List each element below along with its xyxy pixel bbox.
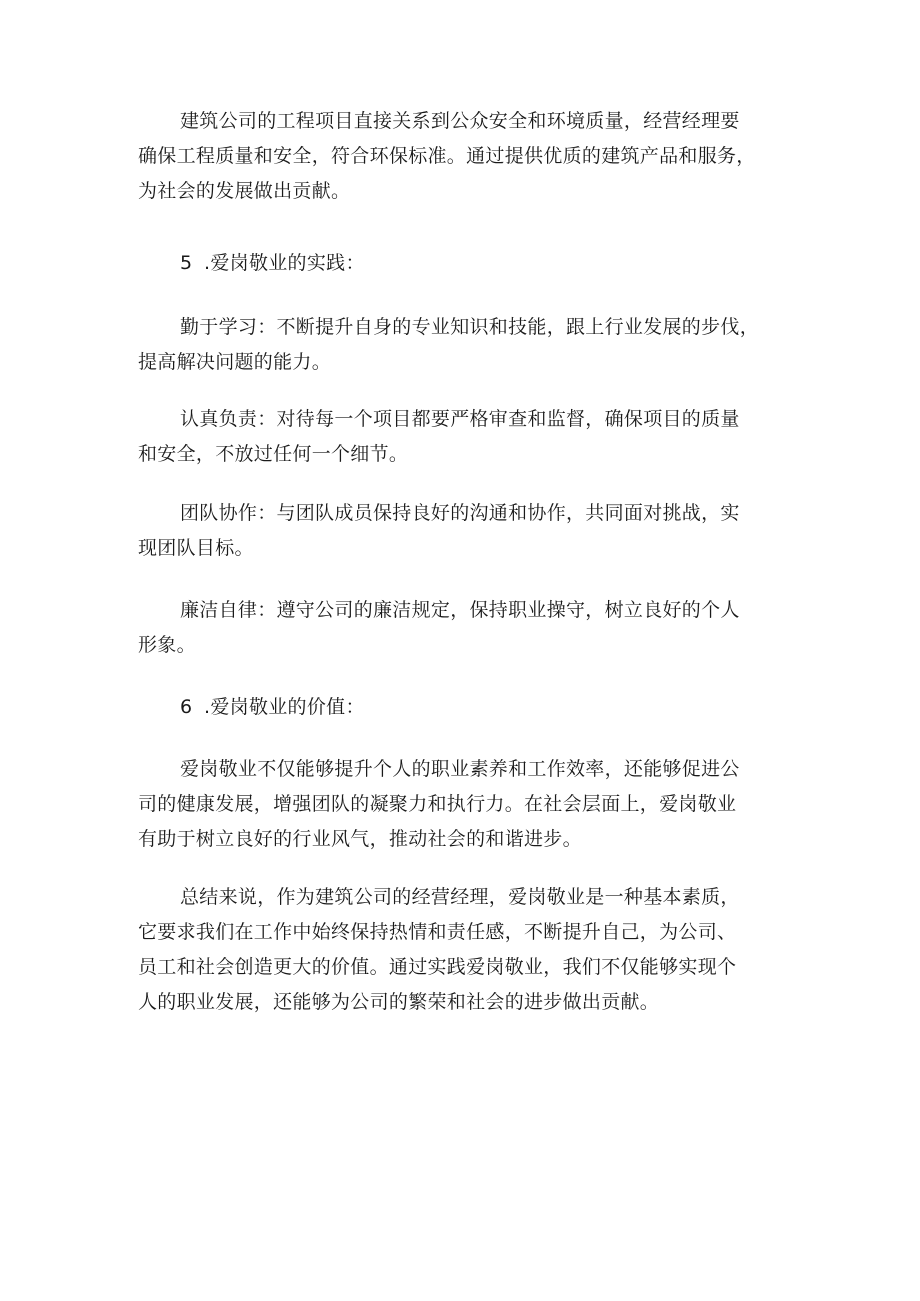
text-line: 建筑公司的工程项目直接关系到公众安全和环境质量，经营经理要 <box>180 110 740 132</box>
text-line: 为社会的发展做出贡献。 <box>138 180 351 202</box>
section-title: .爱岗敬业的实践： <box>204 252 365 274</box>
section-number: 6 <box>180 696 193 718</box>
text-line: 团队协作：与团队成员保持良好的沟通和协作，共同面对挑战，实 <box>180 502 740 524</box>
text-line: 廉洁自律：遵守公司的廉洁规定，保持职业操守，树立良好的个人 <box>180 599 740 621</box>
paragraph-integrity <box>138 593 778 663</box>
text-line: 和安全，不放过任何一个细节。 <box>138 443 409 465</box>
text-line: 员工和社会创造更大的价值。通过实践爱岗敬业，我们不仅能够实现个 <box>138 956 737 978</box>
text-line: 人的职业发展，还能够为公司的繁荣和社会的进步做出贡献。 <box>138 991 660 1013</box>
text-line: 爱岗敬业不仅能够提升个人的职业素养和工作效率，还能够促进公 <box>180 758 740 780</box>
text-line: 现团队目标。 <box>138 537 254 559</box>
paragraph-learning <box>138 310 778 380</box>
text-line: 形象。 <box>138 634 196 656</box>
paragraph-team <box>138 496 778 566</box>
text-line: 司的健康发展，增强团队的凝聚力和执行力。在社会层面上，爱岗敬业 <box>138 793 737 815</box>
paragraph-responsibility <box>138 104 778 209</box>
text-line: 总结来说，作为建筑公司的经营经理，爱岗敬业是一种基本素质， <box>180 886 740 908</box>
text-line: 认真负责：对待每一个项目都要严格审查和监督，确保项目的质量 <box>180 408 740 430</box>
section-title: .爱岗敬业的价值： <box>204 696 365 718</box>
text-line: 确保工程质量和安全，符合环保标准。通过提供优质的建筑产品和服务， <box>138 145 756 167</box>
section-heading-5 <box>180 246 365 281</box>
text-line: 勤于学习：不断提升自身的专业知识和技能，跟上行业发展的步伐， <box>180 316 760 338</box>
section-heading-6 <box>180 690 365 725</box>
section-number: 5 <box>180 252 193 274</box>
text-line: 有助于树立良好的行业风气，推动社会的和谐进步。 <box>138 828 582 850</box>
paragraph-summary <box>138 880 778 1020</box>
text-line: 提高解决问题的能力。 <box>138 351 332 373</box>
paragraph-diligent <box>138 402 778 472</box>
paragraph-value <box>138 752 778 857</box>
text-line: 它要求我们在工作中始终保持热情和责任感，不断提升自己，为公司、 <box>138 921 737 943</box>
